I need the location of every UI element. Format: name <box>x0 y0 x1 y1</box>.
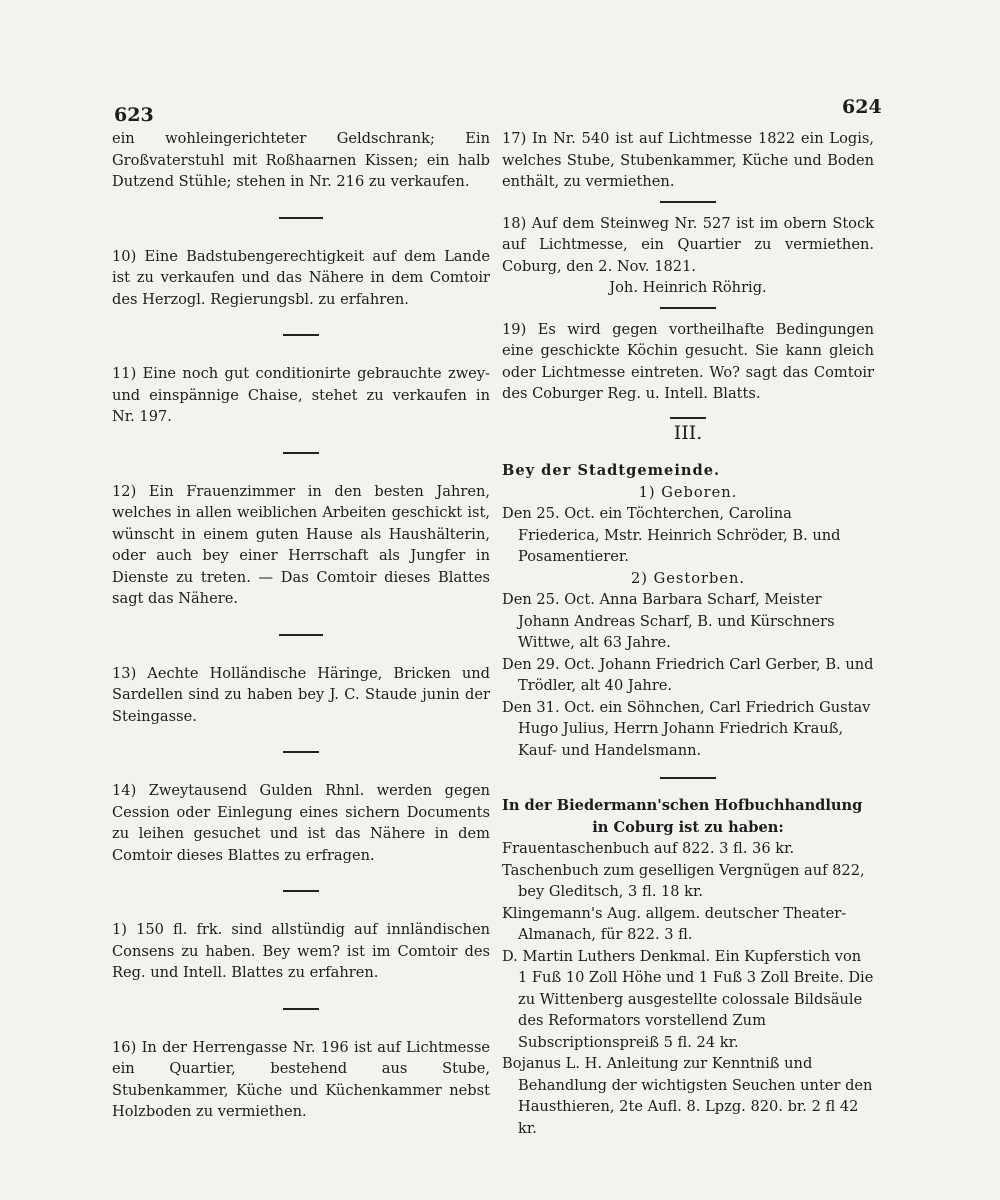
page-number-right: 624 <box>842 96 882 118</box>
entry-11: 11) Eine noch gut conditionirte gebrauchte zwey- und einspännige Chaise, stehet zu verkaufen in Nr. 197. <box>112 365 490 425</box>
divider <box>670 417 706 419</box>
divider <box>283 452 319 454</box>
gestorben-record: Den 31. Oct. ein Söhnchen, Carl Friedrich Gustav Hugo Julius, Herrn Johann Friedrich Krauß, Kauf- und Handelsmann. <box>502 698 871 759</box>
gestorben-record: Den 25. Oct. Anna Barbara Scharf, Meister Johann Andreas Scharf, B. und Kürschners Wittwe, alt 63 Jahre. <box>502 591 835 651</box>
gestorben-heading: 2) Gestorben. <box>630 569 746 587</box>
page-number-left: 623 <box>114 104 154 126</box>
entry-16: 16) In der Herrengasse Nr. 196 ist auf Lichtmesse ein Quartier, bestehend aus Stube, Stubenkammer, Küche und Küchenkammer nebst Holzboden zu vermiethen. <box>112 1038 490 1120</box>
entry-moebel: ein wohleingerichteter Geldschrank; Ein Großvaterstuhl mit Roßhaarnen Kissen; ein halb Dutzend Stühle; stehen in Nr. 216 zu verkaufen. <box>112 130 490 190</box>
entry-15: 1) 150 fl. frk. sind allstündig auf innländischen Consens zu haben. Bey wem? ist im Comtoir des Reg. und Intell. Blattes zu erfahren. <box>112 921 490 981</box>
divider <box>660 201 716 203</box>
book-listing: D. Martin Luthers Denkmal. Ein Kupferstich von 1 Fuß 10 Zoll Höhe und 1 Fuß 3 Zoll Breite. Die zu Wittenberg ausgestellte colossale Bildsäule des Reformators vorstellend Zum Subscriptionspreiß 5 fl. 24 kr. <box>502 947 874 1051</box>
divider <box>283 1008 319 1010</box>
divider <box>283 334 319 336</box>
geboren-heading: 1) Geboren. <box>638 483 738 501</box>
divider <box>279 217 323 219</box>
divider <box>660 307 716 309</box>
divider <box>279 634 323 636</box>
divider <box>283 751 319 753</box>
entry-12: 12) Ein Frauenzimmer in den besten Jahren, welches in allen weiblichen Arbeiten geschickt ist, wünscht in einem guten Hause als Haushälterin, oder auch bey einer Herrschaft als Jungfer in Dienste zu treten. — Das Comtoir dieses Blattes sagt das Nähere. <box>112 482 490 607</box>
book-listing: Taschenbuch zum geselligen Vergnügen auf 822, bey Gleditsch, 3 fl. 18 kr. <box>502 861 865 900</box>
entry-19: 19) Es wird gegen vortheilhafte Bedingungen eine geschickte Köchin gesucht. Sie kann gleich oder Lichtmesse eintreten. Wo? sagt das Comtoir des Coburger Reg. u. Intell. Blatts. <box>502 320 874 402</box>
book-listing: Bojanus L. H. Anleitung zur Kenntniß und Behandlung der wichtigsten Seuchen unter den Hausthieren, 2te Aufl. 8. Lpzg. 820. br. 2 fl 42 kr. <box>502 1055 873 1137</box>
book-listing: Frauentaschenbuch auf 822. 3 fl. 36 kr. <box>502 840 795 857</box>
section-heading: III. <box>673 421 703 444</box>
entry-18: 18) Auf dem Steinweg Nr. 527 ist im obern Stock auf Lichtmesse, ein Quartier zu vermiethen. Coburg, den 2. Nov. 1821. <box>502 214 874 275</box>
right-column <box>502 128 874 1139</box>
entry-10: 10) Eine Badstubengerechtigkeit auf dem Lande ist zu verkaufen und das Nähere in dem Comtoir des Herzogl. Regierungsbl. zu erfahren. <box>112 247 490 308</box>
entry-18-signature: Joh. Heinrich Röhrig. <box>609 279 767 296</box>
bookshop-heading: In der Biedermann'schen Hofbuchhandlung <box>502 797 863 814</box>
divider <box>660 777 716 779</box>
geboren-record: Den 25. Oct. ein Töchterchen, Carolina Friederica, Mstr. Heinrich Schröder, B. und Posamentierer. <box>502 505 841 565</box>
bookshop-subheading: in Coburg ist zu haben: <box>592 818 784 836</box>
entry-17: 17) In Nr. 540 ist auf Lichtmesse 1822 ein Logis, welches Stube, Stubenkammer, Küche und Boden enthält, zu vermiethen. <box>502 130 874 190</box>
left-column <box>112 128 490 1123</box>
gestorben-record: Den 29. Oct. Johann Friedrich Carl Gerber, B. und Trödler, alt 40 Jahre. <box>502 655 874 694</box>
entry-14: 14) Zweytausend Gulden Rhnl. werden gegen Cession oder Einlegung eines sichern Documents zu leihen gesuchet und ist das Nähere in dem Comtoir dieses Blattes zu erfragen. <box>112 782 490 864</box>
stadtgemeinde-heading: Bey der Stadtgemeinde. <box>502 462 721 479</box>
divider <box>283 890 319 892</box>
book-listing: Klingemann's Aug. allgem. deutscher Theater-Almanach, für 822. 3 fl. <box>502 904 847 943</box>
entry-13: 13) Aechte Holländische Häringe, Bricken und Sardellen sind zu haben bey J. C. Staude junin der Steingasse. <box>112 664 490 725</box>
